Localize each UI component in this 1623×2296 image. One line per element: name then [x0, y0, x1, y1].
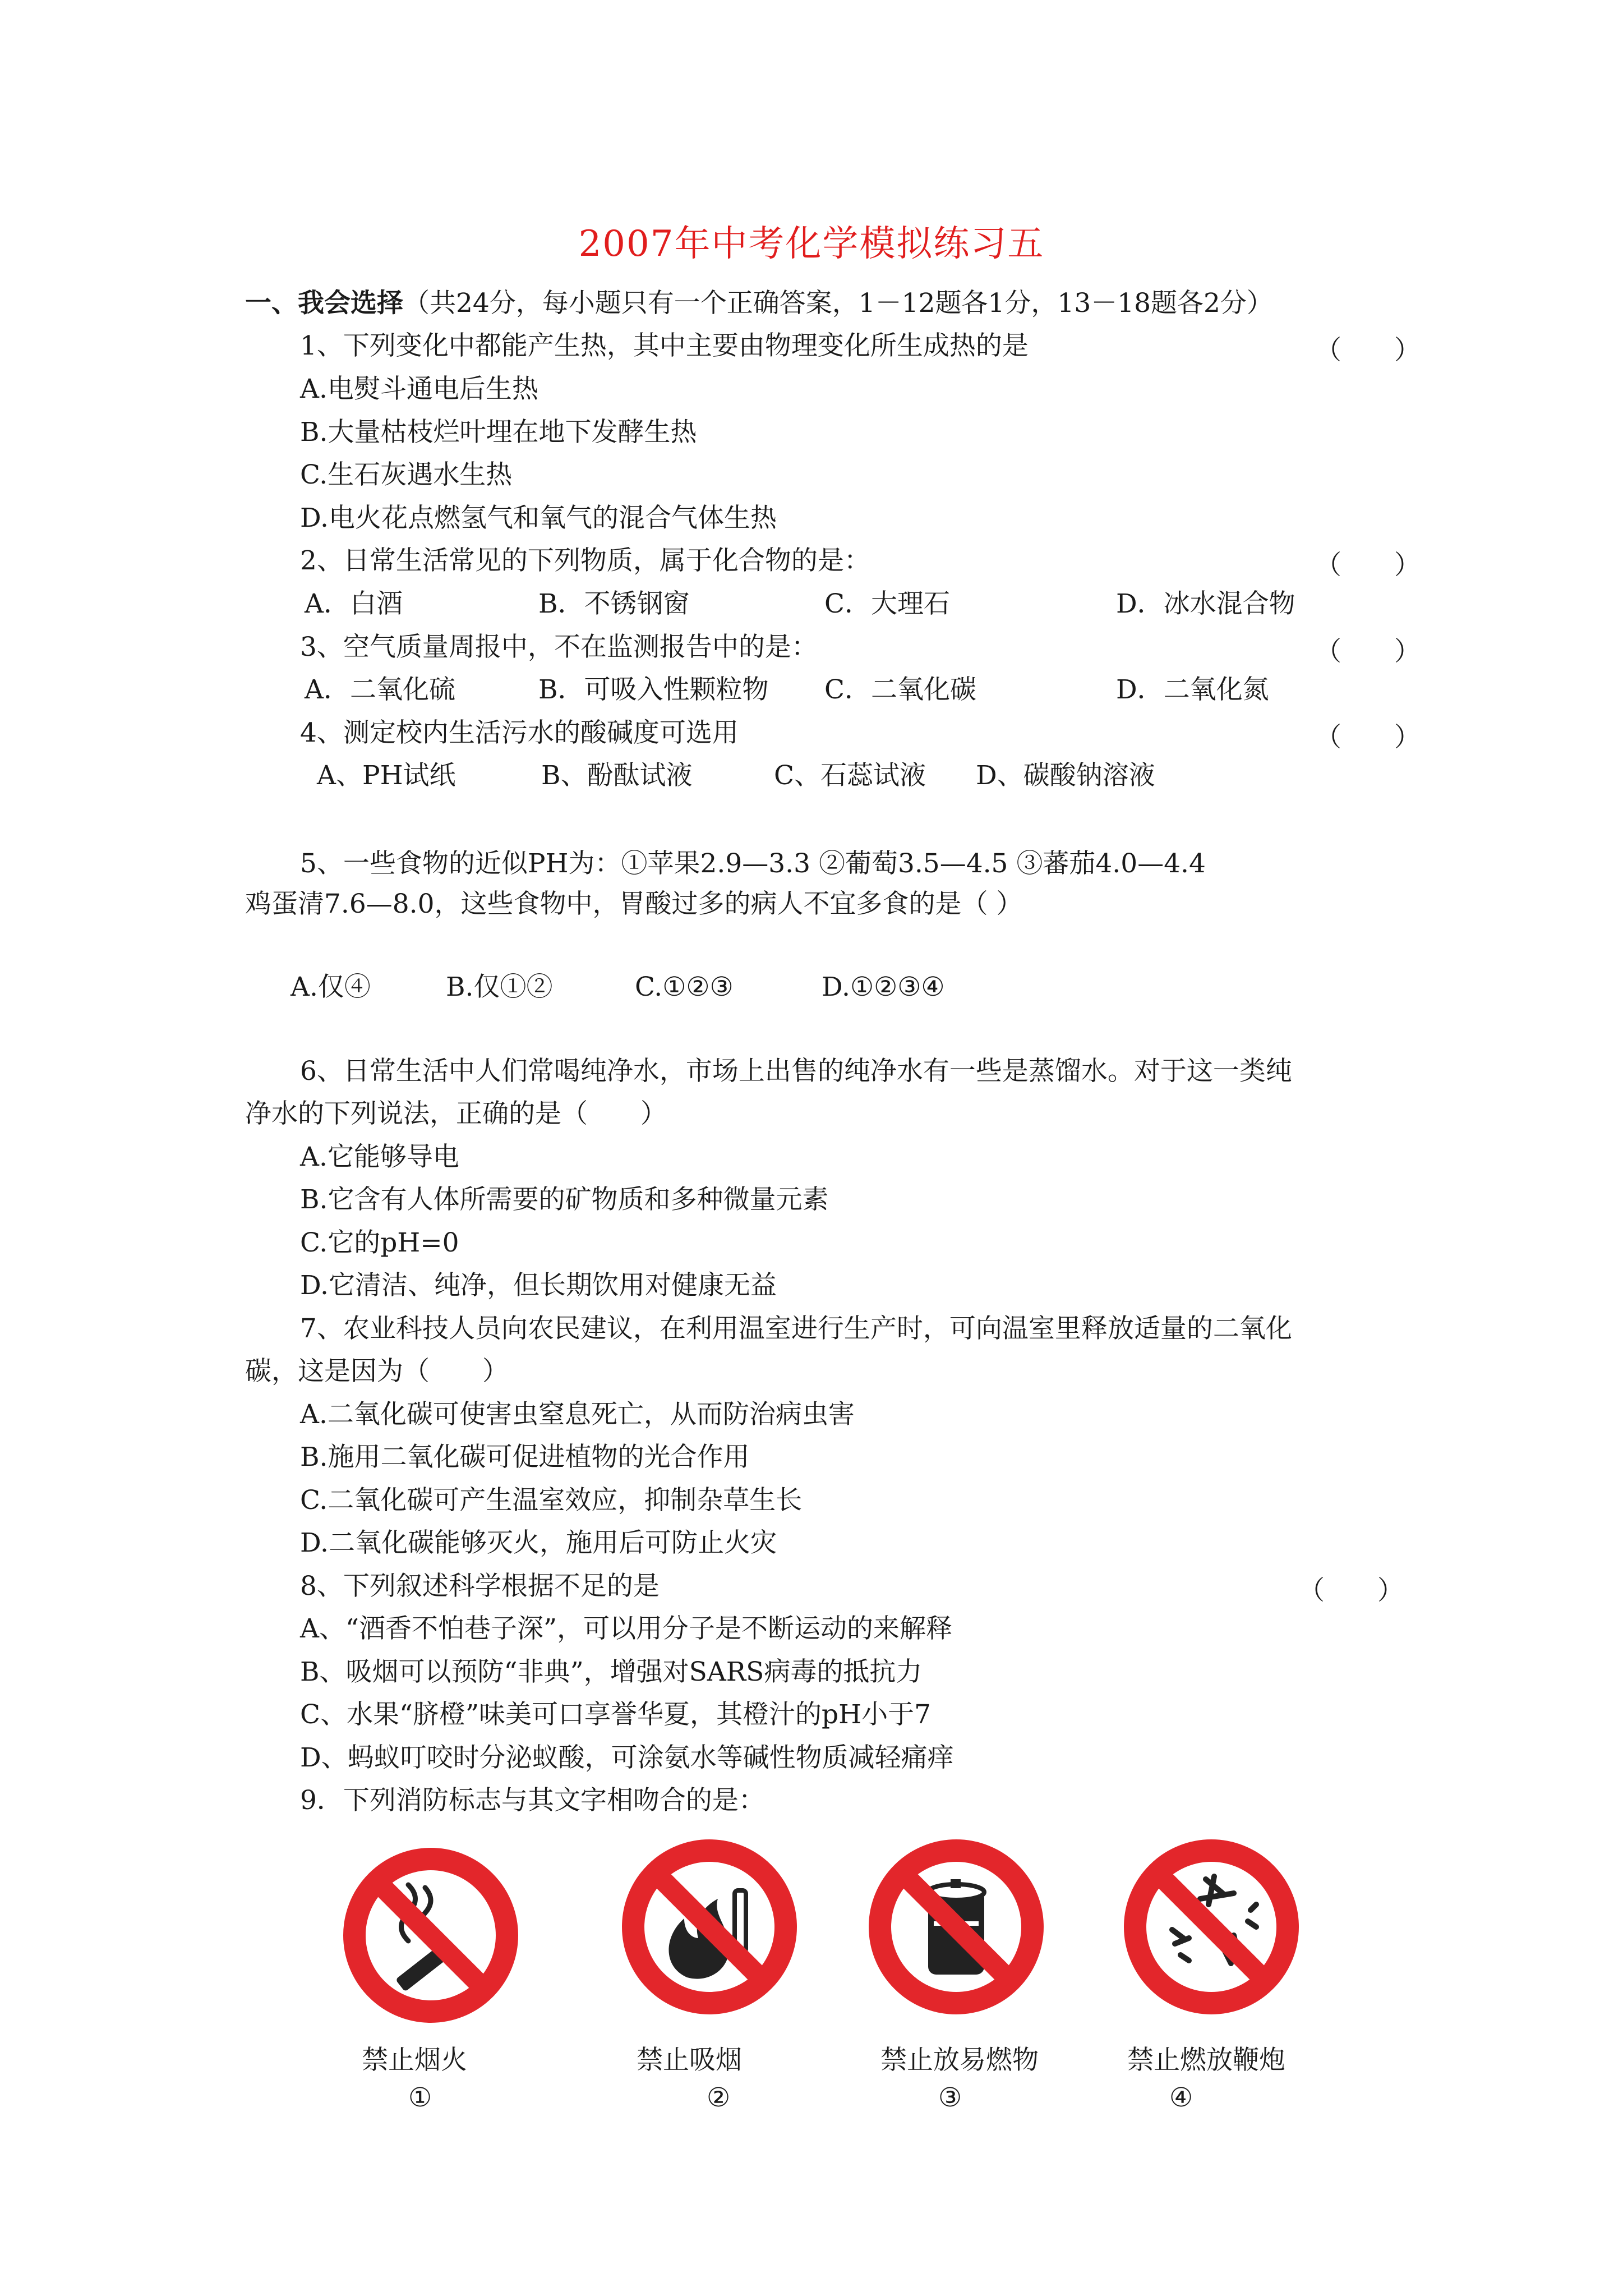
- sign-4-caption: 禁止燃放鞭炮: [1127, 2045, 1285, 2076]
- question-5-line-2: 鸡蛋清7.6—8.0，这些食物中，胃酸过多的病人不宜多食的是（ ）: [245, 889, 1023, 919]
- q2-option-a: A．白酒: [305, 588, 403, 619]
- answer-bracket-8: （ ）: [1298, 1575, 1404, 1606]
- sign-1-number: ①: [408, 2082, 432, 2113]
- q1-option-d: D.电火花点燃氢气和氧气的混合气体生热: [300, 503, 777, 533]
- question-4-stem: 4、测定校内生活污水的酸碱度可选用: [300, 717, 739, 748]
- q6-option-a: A.它能够导电: [300, 1142, 459, 1172]
- q5-option-c: C.①②③: [635, 972, 734, 1002]
- q5-option-d: D.①②③④: [822, 972, 945, 1002]
- q7-option-a: A.二氧化碳可使害虫窒息死亡，从而防治病虫害: [300, 1399, 855, 1430]
- q3-option-d: D．二氧化氮: [1116, 674, 1269, 705]
- section-title: 一、我会选择: [245, 288, 403, 319]
- no-flammables-sign-icon: [866, 1837, 1046, 2017]
- q1-option-b: B.大量枯枝烂叶埋在地下发酵生热: [300, 417, 697, 448]
- no-fireworks-sign-icon: [1122, 1837, 1301, 2017]
- q7-option-c: C.二氧化碳可产生温室效应，抑制杂草生长: [300, 1485, 803, 1516]
- q3-option-b: B．可吸入性颗粒物: [538, 674, 769, 705]
- answer-bracket-4: （ ）: [1315, 722, 1421, 753]
- q2-option-d: D．冰水混合物: [1116, 588, 1295, 619]
- q6-option-c: C.它的pH=0: [300, 1227, 459, 1258]
- question-6-line-1: 6、日常生活中人们常喝纯净水，市场上出售的纯净水有一些是蒸馏水。对于这一类纯: [300, 1056, 1292, 1087]
- question-3-stem: 3、空气质量周报中，不在监测报告中的是：: [300, 632, 818, 662]
- sign-2-number: ②: [707, 2082, 731, 2113]
- q1-option-c: C.生石灰遇水生热: [300, 459, 513, 490]
- sign-2-caption: 禁止吸烟: [637, 2045, 742, 2076]
- q8-option-d: D、蚂蚁叮咬时分泌蚁酸，可涂氨水等碱性物质减轻痛痒: [300, 1742, 954, 1773]
- q7-option-d: D.二氧化碳能够灭火，施用后可防止火灾: [300, 1527, 777, 1558]
- q3-option-c: C．二氧化碳: [824, 674, 976, 705]
- question-2-stem: 2、日常生活常见的下列物质，属于化合物的是：: [300, 545, 870, 576]
- q8-option-c: C、水果“脐橙”味美可口享誉华夏，其橙汁的pH小于7: [300, 1699, 931, 1730]
- q4-option-b: B、酚酞试液: [541, 760, 693, 791]
- sign-1-caption: 禁止烟火: [362, 2045, 467, 2076]
- q6-option-d: D.它清洁、纯净，但长期饮用对健康无益: [300, 1270, 777, 1301]
- q5-option-a: A.仅④: [291, 972, 371, 1002]
- q4-option-d: D、碳酸钠溶液: [976, 760, 1155, 791]
- answer-bracket-2: （ ）: [1315, 550, 1421, 581]
- q1-option-a: A.电熨斗通电后生热: [300, 374, 538, 404]
- q2-option-b: B．不锈钢窗: [538, 588, 690, 619]
- q8-option-b: B、吸烟可以预防“非典”，增强对SARS病毒的抵抗力: [300, 1657, 923, 1687]
- page-title: 2007年中考化学模拟练习五: [578, 223, 1045, 265]
- question-6-line-2: 净水的下列说法，正确的是（ ）: [245, 1098, 667, 1129]
- q7-option-b: B.施用二氧化碳可促进植物的光合作用: [300, 1442, 750, 1473]
- no-smoking-sign-icon: [341, 1846, 520, 2025]
- no-open-flame-sign-icon: [620, 1837, 799, 2017]
- question-1-stem: 1、下列变化中都能产生热，其中主要由物理变化所生成热的是: [300, 330, 1029, 361]
- sign-3-caption: 禁止放易燃物: [880, 2045, 1039, 2076]
- q4-option-c: C、石蕊试液: [774, 760, 926, 791]
- section-heading: [245, 287, 1273, 320]
- question-9-stem: 9．下列消防标志与其文字相吻合的是：: [300, 1785, 765, 1816]
- q4-option-a: A、PH试纸: [317, 760, 456, 791]
- section-note: （共24分，每小题只有一个正确答案，1－12题各1分，13－18题各2分）: [403, 288, 1273, 319]
- q8-option-a: A、“酒香不怕巷子深”，可以用分子是不断运动的来解释: [300, 1613, 952, 1644]
- question-7-line-1: 7、农业科技人员向农民建议，在利用温室进行生产时，可向温室里释放适量的二氧化: [300, 1313, 1292, 1344]
- question-7-line-2: 碳，这是因为（ ）: [245, 1356, 509, 1387]
- question-8-stem: 8、下列叙述科学根据不足的是: [300, 1571, 660, 1602]
- sign-4-number: ④: [1169, 2082, 1193, 2113]
- sign-3-number: ③: [938, 2082, 962, 2113]
- q2-option-c: C．大理石: [824, 588, 950, 619]
- q6-option-b: B.它含有人体所需要的矿物质和多种微量元素: [300, 1184, 829, 1215]
- answer-bracket-3: （ ）: [1315, 636, 1421, 667]
- q5-option-b: B.仅①②: [446, 972, 553, 1002]
- q3-option-a: A．二氧化硫: [305, 674, 455, 705]
- answer-bracket-1: （ ）: [1315, 335, 1421, 366]
- question-5-line-1: 5、一些食物的近似PH为：①苹果2.9—3.3 ②葡萄3.5—4.5 ③蕃茄4.0—4.4: [300, 848, 1206, 879]
